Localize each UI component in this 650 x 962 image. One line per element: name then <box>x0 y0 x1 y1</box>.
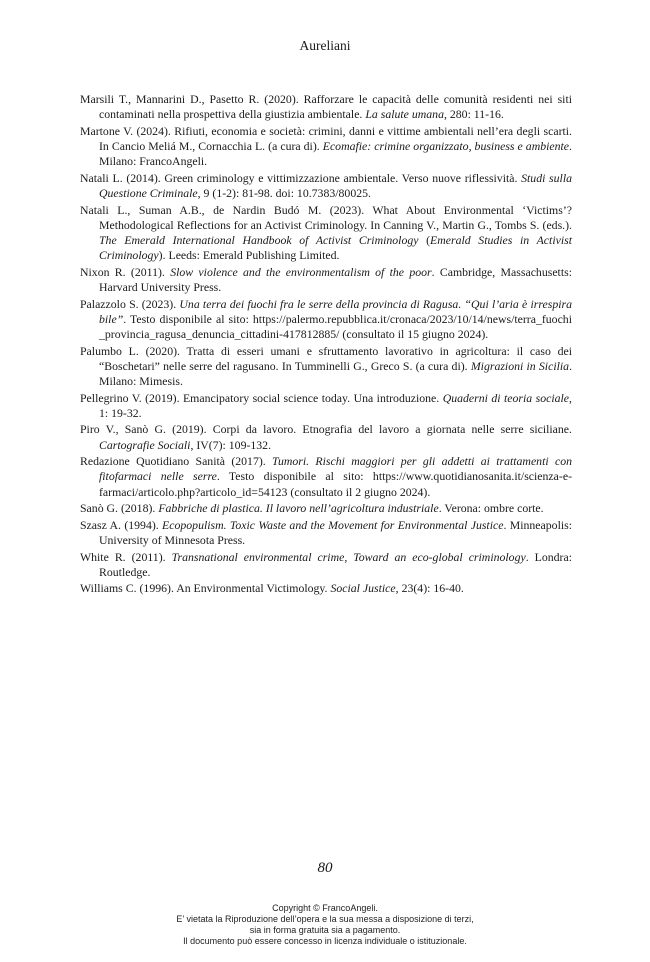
reference-italic-title: Migrazioni in Sicilia <box>470 358 570 373</box>
reference-italic-title: Tumori. Rischi maggiori per gli addetti ai trattamenti con fitofarmaci nelle serre <box>99 454 572 484</box>
page-number: 80 <box>317 860 333 876</box>
reference-text: ( <box>418 233 431 247</box>
reference-italic-title: Cartografie Sociali <box>99 437 191 452</box>
reference-text: Williams C. (1996). An Environmental Victimology. <box>80 581 331 596</box>
reference-list <box>80 92 572 598</box>
reference-italic-title: Emerald Studies in Activist Criminology <box>99 233 572 263</box>
reference-text: . Milano: FrancoAngeli. <box>99 139 572 169</box>
reference-text: Martone V. (2024). Rifiuti, economia e società: crimini, danni e vittime ambientali nell’era degli scarti. In Cancio Meliá M., Cornacchia L. (a cura di). <box>80 123 572 153</box>
reference-text: Nixon R. (2011). <box>80 264 171 279</box>
reference-text: . Testo disponibile al sito: https://www.quotidianosanita.it/scienza-e-farmaci/articolo.php?articolo_id=54123 (consultato il 2 giugno 2024). <box>99 469 572 499</box>
reference-entry <box>80 518 572 548</box>
running-header: Aureliani <box>299 38 351 53</box>
reference-entry <box>80 454 572 500</box>
reference-entry <box>80 422 572 452</box>
reference-text: . Testo disponibile al sito: https://palermo.repubblica.it/cronaca/2023/10/14/news/terra_fuochi_provincia_ragusa_denuncia_cittadini-417812885/ (consultato il 15 giugno 2024). <box>99 311 572 341</box>
reference-entry <box>80 265 572 295</box>
reference-entry <box>80 171 572 201</box>
copyright-footer <box>0 903 650 947</box>
reference-entry <box>80 344 572 390</box>
reference-italic-title: La salute umana <box>365 107 444 122</box>
reference-entry <box>80 203 572 264</box>
reference-text: , IV(7): 109-132. <box>190 437 272 452</box>
reference-text: Pellegrino V. (2019). Emancipatory social science today. Una introduzione. <box>80 390 443 405</box>
reference-italic-title: The Emerald International Handbook of Activist Criminology <box>99 233 419 247</box>
reference-italic-title: Ecomafie: crimine organizzato, business e ambiente <box>322 139 570 153</box>
reference-italic-title: Studi sulla Questione Criminale <box>99 170 572 200</box>
reference-text: . Verona: ombre corte. <box>438 501 544 516</box>
reference-text: Piro V., Sanò G. (2019). Corpi da lavoro. Etnografia del lavoro a giornata nelle serre siciliane. <box>80 422 572 437</box>
reference-italic-title: Transnational environmental crime, Toward an eco-global criminology <box>171 549 526 564</box>
footer-line: Il documento può essere concesso in licenza individuale o istituzionale. <box>183 936 467 946</box>
reference-entry <box>80 92 572 122</box>
reference-text: White R. (2011). <box>80 549 172 564</box>
reference-text: , 280: 11-16. <box>443 107 504 122</box>
reference-entry <box>80 124 572 170</box>
reference-italic-title: Quaderni di teoria sociale <box>442 390 570 405</box>
reference-italic-title: Fabbriche di plastica. Il lavoro nell’agricoltura industriale <box>158 501 439 516</box>
reference-entry <box>80 297 572 343</box>
reference-text: . Cambridge, Massachusetts: Harvard University Press. <box>99 264 572 294</box>
footer-line: E’ vietata la Riproduzione dell’opera e la sua messa a disposizione di terzi, <box>176 914 474 924</box>
reference-text: Palumbo L. (2020). Tratta di esseri umani e sfruttamento lavorativo in agricoltura: il caso dei “Boschetari” nelle serre del ragusano. In Tumminelli G., Greco S. (a cura di). <box>80 343 572 373</box>
reference-text: . Londra: Routledge. <box>99 549 572 579</box>
reference-text: ). Leeds: Emerald Publishing Limited. <box>158 248 340 263</box>
reference-text: , 1: 19-32. <box>99 390 572 420</box>
reference-entry <box>80 550 572 580</box>
reference-entry <box>80 501 572 516</box>
reference-text: Natali L. (2014). Green criminology e vittimizzazione ambientale. Verso nuove riflessività. <box>80 170 522 185</box>
reference-entry <box>80 391 572 421</box>
reference-italic-title: Slow violence and the environmentalism of the poor <box>170 264 432 279</box>
footer-line: sia in forma gratuita sia a pagamento. <box>249 925 401 935</box>
reference-text: Redazione Quotidiano Sanità (2017). <box>80 454 273 469</box>
reference-entry <box>80 581 572 596</box>
reference-text: Szasz A. (1994). <box>80 517 163 532</box>
reference-text: Sanò G. (2018). <box>80 501 159 516</box>
reference-text: , 9 (1-2): 81-98. doi: 10.7383/80025. <box>197 186 371 200</box>
reference-text: Marsili T., Mannarini D., Pasetto R. (2020). Rafforzare le capacità delle comunità residenti nei siti contaminati nella prospettiva della giustizia ambientale. <box>80 92 572 122</box>
reference-text: , 23(4): 16-40. <box>395 581 464 596</box>
reference-text: Natali L., Suman A.B., de Nardin Budó M. (2023). What About Environmental ‘Victims’? Methodological Reflections for an Activist Criminology. In Canning V., Martin G., Tombs S. (eds.). <box>80 202 572 232</box>
reference-text: Palazzolo S. (2023). <box>80 296 180 311</box>
reference-italic-title: Una terra dei fuochi fra le serre della provincia di Ragusa. “Qui l’aria è irrespirabile” <box>99 296 572 326</box>
reference-text: . Minneapolis: University of Minnesota Press. <box>99 517 572 547</box>
reference-italic-title: Social Justice <box>330 581 396 596</box>
reference-text: . Milano: Mimesis. <box>99 358 573 388</box>
footer-line: Copyright © FrancoAngeli. <box>272 903 378 913</box>
reference-italic-title: Ecopopulism. Toxic Waste and the Movement for Environmental Justice <box>162 517 504 532</box>
